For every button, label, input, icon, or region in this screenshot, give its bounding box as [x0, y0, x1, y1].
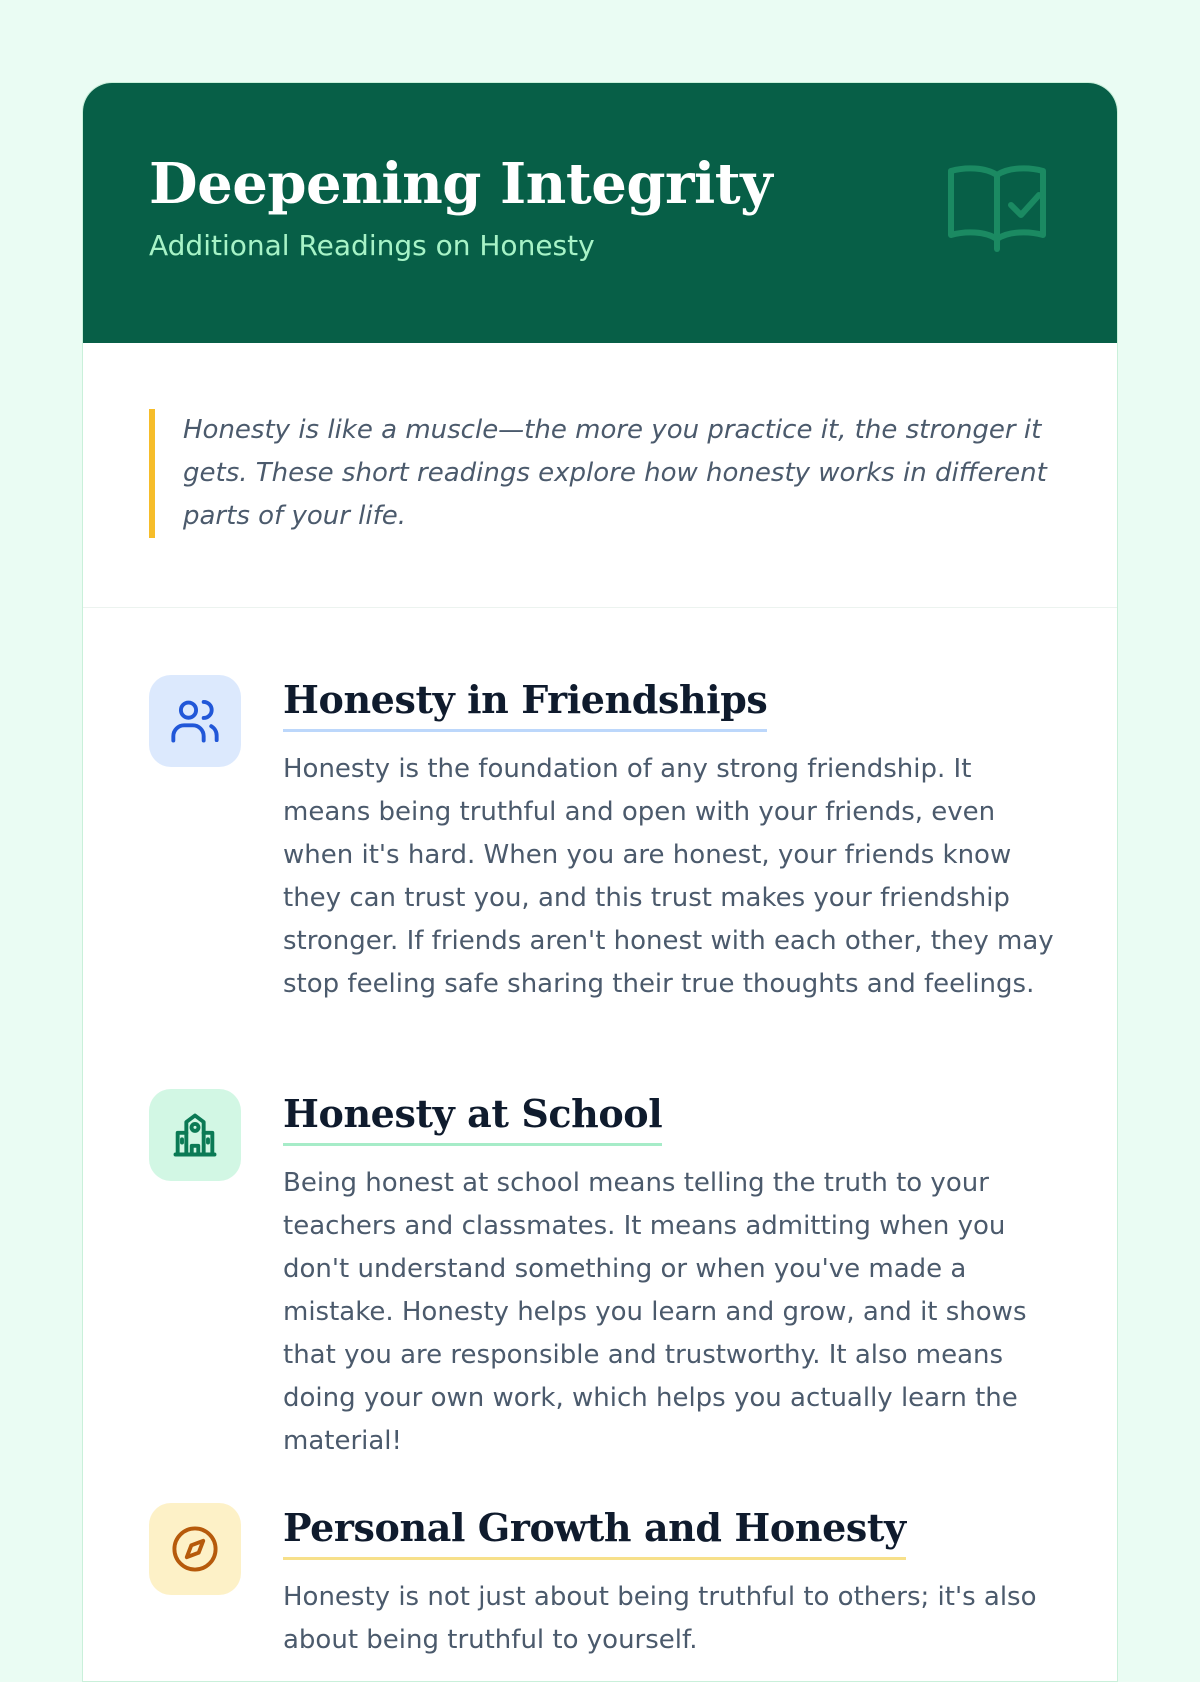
section-text: Being honest at school means telling the truth to your teachers and classmates. It means admitting when you don't understand something or when you've made a mistake. Honesty helps you learn and grow, and it shows that you are responsible and trustworthy. It also means doing your own work, which helps you actually learn the material! [283, 1168, 1027, 1456]
reading-card [82, 82, 1118, 1682]
section-title: Honesty in Friendships [283, 675, 767, 732]
intro-quote: Honesty is like a muscle—the more you practice it, the stronger it gets. These short readings explore how honesty works in different parts of your life. [149, 409, 1049, 538]
header [83, 83, 1117, 343]
section-icon-tile [149, 1503, 241, 1595]
section-text: Honesty is the foundation of any strong friendship. It means being truthful and open with your friends, even when it's hard. When you are honest, your friends know they can trust you, and this trust makes your friendship stronger. If friends aren't honest with each other, they may stop feeling safe sharing their true thoughts and feelings. [283, 754, 1054, 999]
page-title: Deepening Integrity [149, 151, 773, 217]
section-text: Honesty is not just about being truthful to others; it's also about being truthful to yourself. [283, 1582, 1037, 1655]
section-icon-tile [149, 1089, 241, 1181]
school-icon [169, 1109, 221, 1161]
intro-section [83, 343, 1117, 608]
section-body [283, 1089, 1055, 1463]
section-title: Personal Growth and Honesty [283, 1503, 906, 1560]
page-subtitle: Additional Readings on Honesty [149, 229, 595, 262]
users-icon [169, 695, 221, 747]
section-title: Honesty at School [283, 1089, 662, 1146]
section-body [283, 1503, 1055, 1662]
compass-icon [169, 1523, 221, 1575]
section-icon-tile [149, 675, 241, 767]
book-check-icon [945, 155, 1049, 259]
section-body [283, 675, 1055, 1006]
